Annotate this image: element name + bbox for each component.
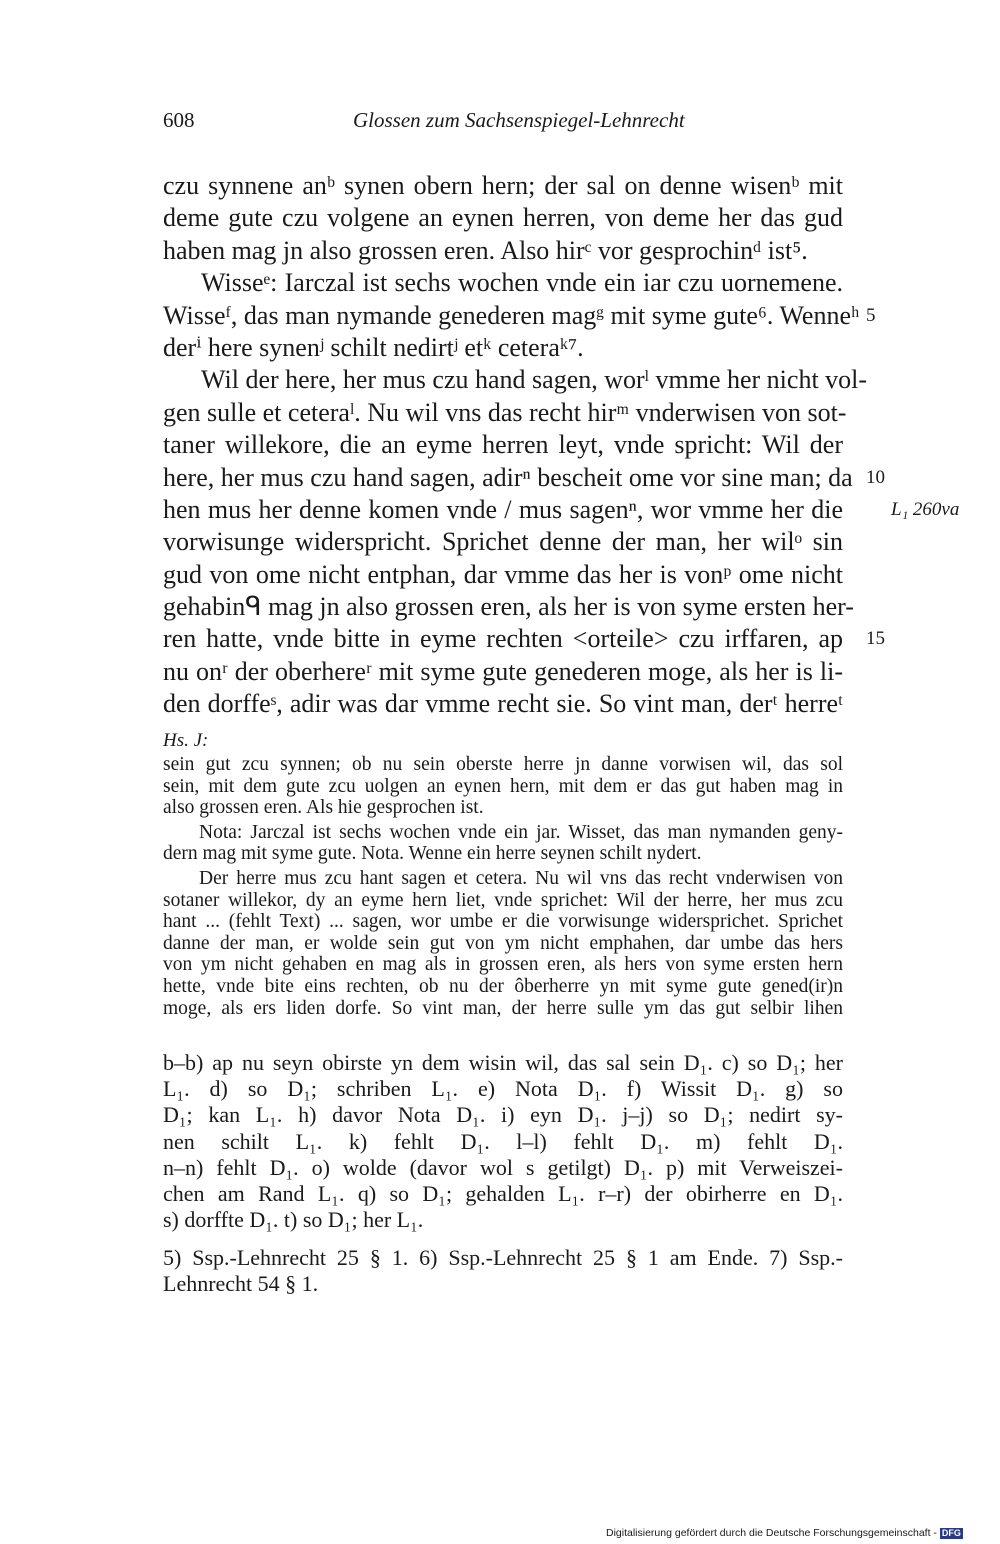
text-line: czu synnene anᵇ synen obern hern; der sal on denne wisenᵇ mit <box>163 171 843 200</box>
footnote-line: Lehnrecht 54 § 1. <box>163 1271 319 1297</box>
variant-line: chen am Rand L₁. q) so D₁; gehalden L₁. r–r) der obirherre en D₁. <box>163 1180 843 1206</box>
text-line: ren hatte, vnde bitte in eyme rechten <orteile> czu irffaren, ap 15 <box>163 623 843 655</box>
main-text <box>163 170 960 721</box>
text-line: vorwisunge widerspricht. Sprichet denne der man, her wilᵒ sin <box>163 527 843 557</box>
text-line: Wil der here, her mus czu hand sagen, worˡ vmme her nicht vol- <box>201 365 868 395</box>
page-number: 608 <box>163 108 195 132</box>
manuscript-line: Nota: Jarczal ist sechs wochen vnde ein jar. Wisset, das man nymanden geny- <box>199 821 843 843</box>
manuscript-line: sein, mit dem gute zcu uolgen an eynen hern, mit dem er das gut haben mag in <box>163 775 843 797</box>
text-line: Wisseᵉ: Iarczal ist sechs wochen vnde ein iar czu uornemene. <box>201 268 843 298</box>
line-number: 5 <box>866 304 876 326</box>
manuscript-line: von ym nicht gehaben en mag als in grossen eren, als hers von syme ersten hern <box>163 954 843 976</box>
text-line: taner willekore, die an eyme herren leyt, vnde spricht: Wil der <box>163 430 843 460</box>
text-line: Wisseᶠ, das man nymande genederen magᵍ mit syme gute⁶. Wenneʰ 5 <box>163 300 843 332</box>
footnote-line: 5) Ssp.-Lehnrecht 25 § 1. 6) Ssp.-Lehnrecht 25 § 1 am Ende. 7) Ssp.- <box>163 1245 843 1270</box>
variant-line: nen schilt L₁. k) fehlt D₁. l–l) fehlt D₁. m) fehlt D₁. <box>163 1128 843 1154</box>
line-number: 10 <box>866 466 885 488</box>
variant-line: D₁; kan L₁. h) davor Nota D₁. i) eyn D₁. j–j) so D₁; nedirt sy- <box>163 1102 843 1128</box>
footnotes <box>163 1245 843 1297</box>
manuscript-line: sotaner willekor, dy an eyme hern liet, vnde sprichet: Wil der herre, her mus zcu <box>163 889 843 911</box>
manuscript-line: hant ... (fehlt Text) ... sagen, wor umbe er die vorwisunge widersprichet. Sprichet <box>163 911 843 933</box>
manuscript-heading: Hs. J: <box>163 730 209 751</box>
text-line: deme gute czu volgene an eynen herren, von deme her das gud <box>163 203 843 233</box>
variant-line: L₁. d) so D₁; schriben L₁. e) Nota D₁. f) Wissit D₁. g) so <box>163 1076 843 1102</box>
text-line: nu onʳ der oberhereʳ mit syme gute genederen moge, als her is li- <box>163 656 843 686</box>
variant-apparatus <box>163 1050 843 1233</box>
text-line: here, her mus czu hand sagen, adirⁿ bescheit ome vor sine man; da 10 <box>163 462 843 494</box>
manuscript-line: danne der man, er wolde sein gut von ym nicht emphahen, dar umbe das hers <box>163 932 843 954</box>
manuscript-line: sein gut zcu synnen; ob nu sein oberste herre jn danne vorwisen wil, das sol <box>163 754 843 775</box>
manuscript-line: also grossen eren. Als hie gesprochen ist. <box>163 797 484 819</box>
text-line: derⁱ here synenʲ schilt nedirtʲ etᵏ ceteraᵏ⁷. <box>163 332 584 362</box>
line-number: 15 <box>866 628 885 650</box>
running-title: Glossen zum Sachsenspiegel-Lehnrecht <box>353 108 685 132</box>
text-line: hen mus her denne komen vnde / mus sagenⁿ, wor vmme her die L₁ 260va <box>163 494 843 526</box>
digitization-text: Digitalisierung gefördert durch die Deutsche Forschungsgemeinschaft - <box>606 1527 937 1539</box>
manuscript-j-section <box>163 730 843 1019</box>
manuscript-line: dern mag mit syme gute. Nota. Wenne ein herre seynen schilt nydert. <box>163 843 702 865</box>
text-line: haben mag jn also grossen eren. Also hirᶜ vor gesprochinᵈ ist⁵. <box>163 235 808 265</box>
manuscript-line: moge, als ers liden dorfe. So vint man, der herre sulle ym das gut selbir lihen <box>163 997 843 1019</box>
dfg-logo: DFG <box>941 1528 961 1538</box>
variant-line: b–b) ap nu seyn obirste yn dem wisin wil, das sal sein D₁. c) so D₁; her <box>163 1050 843 1075</box>
digitization-note <box>606 1527 963 1539</box>
manuscript-line: Der herre mus zcu hant sagen et cetera. Nu wil vns das recht vnderwisen von <box>199 867 843 889</box>
text-line: gehabinᑫ mag jn also grossen eren, als her is von syme ersten her- <box>163 592 854 622</box>
text-line: gud von ome nicht entphan, dar vmme das her is vonᵖ ome nicht <box>163 559 843 589</box>
margin-note: L₁ 260va <box>891 498 960 520</box>
manuscript-line: hette, vnde bite eins rechten, ob nu der ôberherre yn mit syme gute gened(ir)n <box>163 975 843 997</box>
variant-line: n–n) fehlt D₁. o) wolde (davor wol s getilgt) D₁. p) mit Verweiszei- <box>163 1154 843 1180</box>
variant-line: s) dorffte D₁. t) so D₁; her L₁. <box>163 1207 424 1233</box>
text-line: den dorffeˢ, adir was dar vmme recht sie. So vint man, derᵗ herreᵗ <box>163 689 843 719</box>
text-line: gen sulle et ceteraˡ. Nu wil vns das recht hirᵐ vnderwisen von sot- <box>163 397 847 427</box>
